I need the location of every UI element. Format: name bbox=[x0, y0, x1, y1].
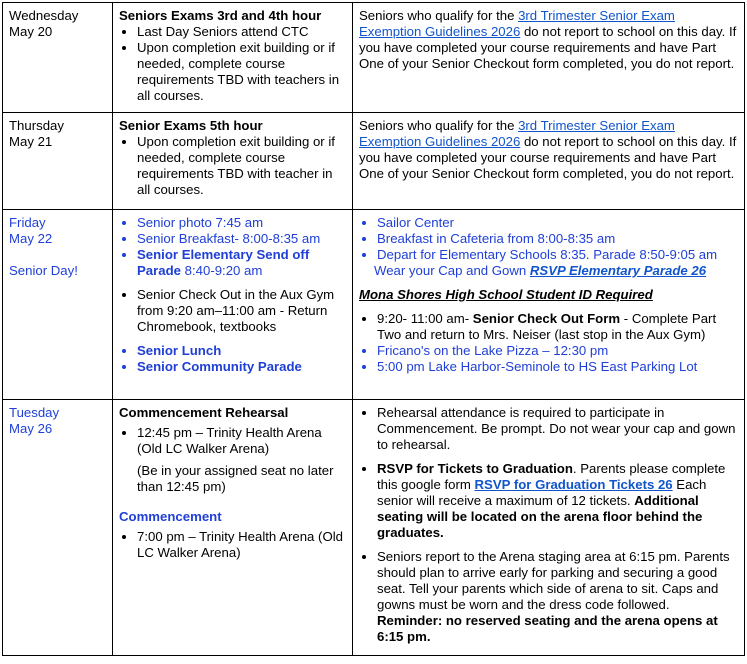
senior-day-tag: Senior Day! bbox=[9, 263, 78, 278]
notes-cell bbox=[353, 400, 745, 656]
list-item: • Depart for Elementary Schools 8:35. Parade 8:50-9:05 am bbox=[377, 247, 738, 263]
event-list bbox=[119, 215, 346, 279]
commencement-title: Commencement bbox=[119, 509, 222, 524]
event-title: Commencement Rehearsal bbox=[119, 405, 289, 420]
notes-cell bbox=[353, 3, 745, 113]
list-item: • Senior photo 7:45 am bbox=[137, 215, 346, 231]
event-title: Seniors Exams 3rd and 4th hour bbox=[119, 8, 322, 23]
list-item: • Seniors report to the Arena staging area at 6:15 pm. Parents should plan to arrive early for parking and securing a good seat. Tell your parents which side of arena to sit. Caps and gowns must be worn and the dress code followed. Reminder: no reserved seating and the arena opens at 6:15 pm. bbox=[377, 549, 738, 645]
list-item: • Upon completion exit building or if needed, complete course requirements TBD with teacher in all courses. bbox=[137, 134, 346, 198]
rsvp-elementary-parade-link[interactable]: RSVP Elementary Parade 26 bbox=[529, 263, 707, 278]
table-row-friday bbox=[3, 210, 745, 400]
list-item: • Senior Lunch bbox=[137, 343, 346, 359]
events-cell bbox=[113, 3, 353, 113]
exemption-note: Seniors who qualify for the 3rd Trimester Senior Exam Exemption Guidelines 2026 do not report to school on this day. If you have completed your course requirements and have Part One of your Senior Checkout form completed, you do not report. bbox=[359, 8, 737, 71]
events-cell bbox=[113, 400, 353, 656]
notes-list bbox=[359, 461, 738, 541]
table-row-thursday bbox=[3, 113, 745, 210]
date-label: May 21 bbox=[9, 134, 53, 149]
event-list bbox=[119, 134, 346, 198]
rsvp-graduation-tickets-link[interactable]: RSVP for Graduation Tickets 26 bbox=[474, 477, 673, 492]
events-cell bbox=[113, 210, 353, 400]
student-id-heading: Mona Shores High School Student ID Required bbox=[359, 287, 653, 302]
list-item: • Senior Community Parade bbox=[137, 359, 346, 375]
date-cell bbox=[3, 400, 113, 656]
notes-list bbox=[359, 311, 738, 343]
exemption-guidelines-link[interactable]: 3rd Trimester Senior Exam Exemption Guidelines 2026 bbox=[359, 118, 675, 149]
notes-list bbox=[359, 549, 738, 645]
event-list bbox=[119, 24, 346, 104]
notes-cell bbox=[353, 210, 745, 400]
day-label: Wednesday bbox=[9, 8, 79, 23]
date-label: May 26 bbox=[9, 421, 53, 436]
table-row-tuesday bbox=[3, 400, 745, 656]
event-list bbox=[119, 287, 346, 335]
day-label: Thursday bbox=[9, 118, 64, 133]
date-cell bbox=[3, 113, 113, 210]
list-item: • Breakfast in Cafeteria from 8:00-8:35 am bbox=[377, 231, 738, 247]
list-item: • 12:45 pm – Trinity Health Arena (Old LC Walker Arena) bbox=[137, 425, 346, 457]
notes-list bbox=[359, 215, 738, 263]
date-label: May 22 bbox=[9, 231, 53, 246]
events-cell bbox=[113, 113, 353, 210]
list-item: • Senior Check Out in the Aux Gym from 9:20 am–11:00 am - Return Chromebook, textbooks bbox=[137, 287, 346, 335]
event-list bbox=[119, 529, 346, 561]
table-row-wednesday bbox=[3, 3, 745, 113]
date-label: May 20 bbox=[9, 24, 53, 39]
list-item: • Fricano's on the Lake Pizza – 12:30 pm bbox=[377, 343, 738, 359]
notes-cell bbox=[353, 113, 745, 210]
exemption-note: Seniors who qualify for the 3rd Trimester Senior Exam Exemption Guidelines 2026 do not report to school on this day. If you have completed your course requirements and have Part One of your Senior Checkout form completed, you do not report. bbox=[359, 118, 737, 181]
notes-list bbox=[359, 343, 738, 375]
list-item: • Sailor Center bbox=[377, 215, 738, 231]
list-item: • 5:00 pm Lake Harbor-Seminole to HS East Parking Lot bbox=[377, 359, 738, 375]
list-item: • 7:00 pm – Trinity Health Arena (Old LC Walker Arena) bbox=[137, 529, 346, 561]
event-list bbox=[119, 425, 346, 457]
date-cell bbox=[3, 210, 113, 400]
list-item: • Last Day Seniors attend CTC bbox=[137, 24, 346, 40]
day-label: Tuesday bbox=[9, 405, 60, 420]
event-list bbox=[119, 343, 346, 375]
list-item: • 9:20- 11:00 am- Senior Check Out Form - Complete Part Two and return to Mrs. Neiser (last stop in the Aux Gym) bbox=[377, 311, 738, 343]
list-item: • Senior Breakfast- 8:00-8:35 am bbox=[137, 231, 346, 247]
senior-schedule-table bbox=[2, 2, 745, 656]
list-item: • Rehearsal attendance is required to participate in Commencement. Be prompt. Do not wear your cap and gown to rehearsal. bbox=[377, 405, 738, 453]
event-title: Senior Exams 5th hour bbox=[119, 118, 263, 133]
list-item: • Upon completion exit building or if needed, complete course requirements TBD with teachers in all courses. bbox=[137, 40, 346, 104]
notes-list bbox=[359, 405, 738, 453]
exemption-guidelines-link[interactable]: 3rd Trimester Senior Exam Exemption Guidelines 2026 bbox=[359, 8, 675, 39]
date-cell bbox=[3, 3, 113, 113]
list-item: • Senior Elementary Send off Parade 8:40-9:20 am bbox=[137, 247, 346, 279]
day-label: Friday bbox=[9, 215, 46, 230]
rehearsal-note: (Be in your assigned seat no later than 12:45 pm) bbox=[137, 463, 334, 494]
list-item: • RSVP for Tickets to Graduation. Parents please complete this google form RSVP for Graduation Tickets 26 Each senior will receive a maximum of 12 tickets. Additional seating will be located on the arena floor behind the graduates. bbox=[377, 461, 738, 541]
cap-gown-note: Wear your Cap and Gown RSVP Elementary Parade 26 bbox=[374, 263, 707, 278]
